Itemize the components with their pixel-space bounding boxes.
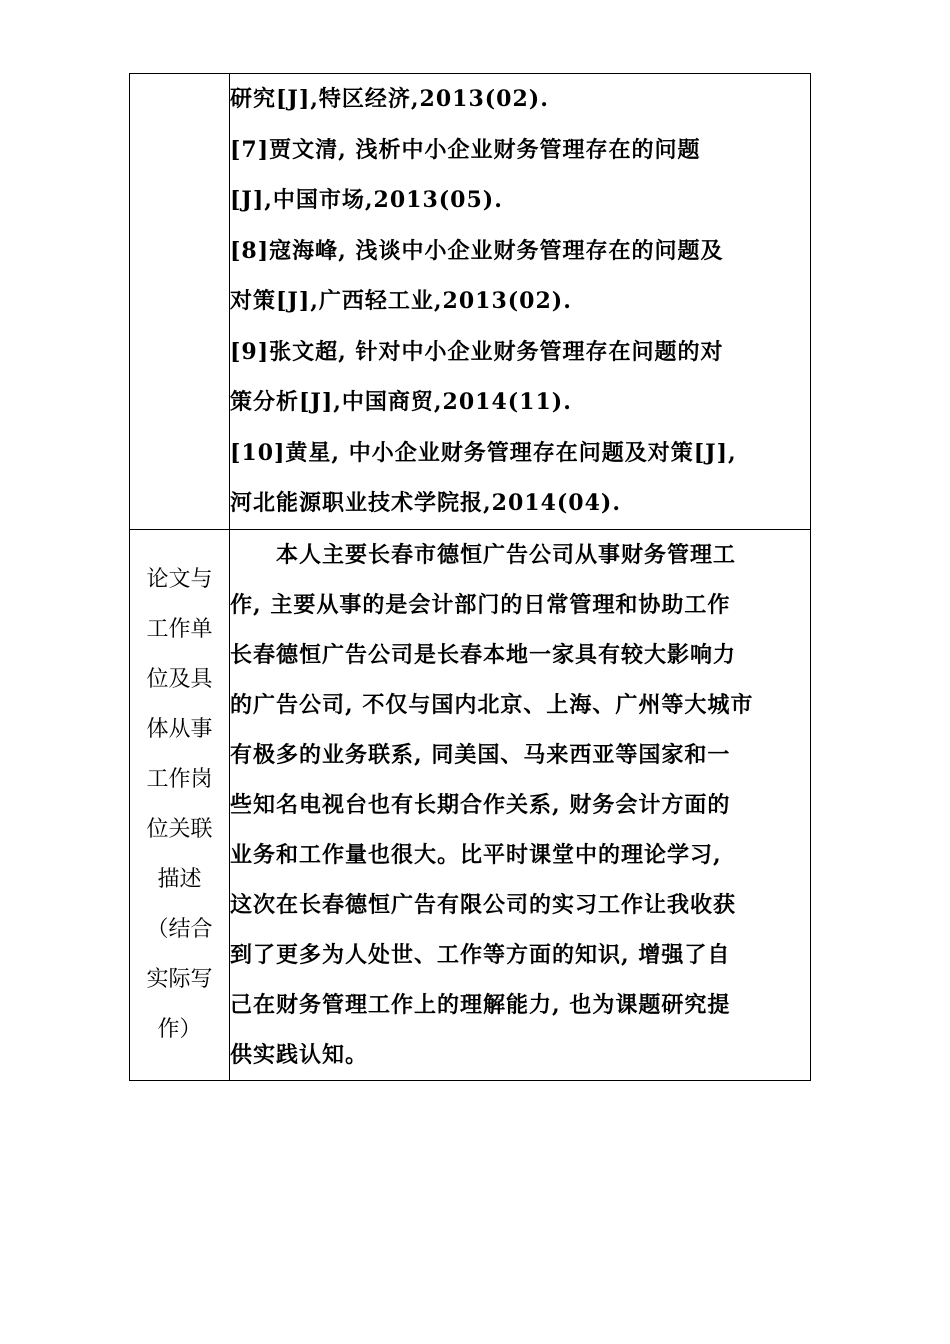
reference-line: 研究[J],特区经济,2013(02).: [230, 86, 549, 112]
paragraph-line: 本人主要长春市德恒广告公司从事财务管理工: [276, 541, 737, 568]
reference-line: 河北能源职业技术学院报,2014(04).: [230, 490, 621, 516]
relation-label-line: （结合: [146, 916, 213, 942]
relation-label-line: 位关联: [146, 816, 213, 842]
reference-line: [8]寇海峰, 浅谈中小企业财务管理存在的问题及: [230, 237, 724, 264]
paragraph-line: 长春德恒广告公司是长春本地一家具有较大影响力: [230, 641, 737, 668]
relation-paragraph: [230, 529, 811, 1080]
paragraph-line: 些知名电视台也有长期合作关系, 财务会计方面的: [230, 791, 731, 818]
reference-line: [J],中国市场,2013(05).: [230, 187, 503, 213]
relation-label-line: 作）: [157, 1016, 202, 1042]
reference-line: [9]张文超, 针对中小企业财务管理存在问题的对: [230, 338, 724, 365]
relation-label-line: 实际写: [146, 966, 213, 992]
paragraph-line: 作, 主要从事的是会计部门的日常管理和协助工作: [230, 591, 731, 618]
references-row: [130, 74, 811, 530]
reference-line: 策分析[J],中国商贸,2014(11).: [230, 389, 572, 415]
relation-label-line: 工作单: [146, 616, 213, 642]
references-label-cell: [130, 74, 230, 530]
relation-label: [130, 529, 230, 1080]
relation-label-line: 描述: [157, 866, 202, 892]
reference-line: [7]贾文清, 浅析中小企业财务管理存在的问题: [230, 136, 701, 163]
relation-label-line: 体从事: [146, 716, 213, 742]
references-list: [230, 74, 811, 530]
paragraph-line: 己在财务管理工作上的理解能力, 也为课题研究提: [230, 991, 731, 1018]
relation-label-line: 论文与: [146, 566, 213, 592]
paragraph-line: 供实践认知。: [230, 1041, 369, 1068]
document-table: [129, 73, 811, 1081]
paragraph-line: 到了更多为人处世、工作等方面的知识, 增强了自: [230, 941, 731, 968]
paragraph-line: 有极多的业务联系, 同美国、马来西亚等国家和一: [230, 741, 731, 768]
reference-line: 对策[J],广西轻工业,2013(02).: [230, 288, 572, 314]
reference-line: [10]黄星, 中小企业财务管理存在问题及对策[J],: [230, 439, 737, 466]
relation-label-line: 工作岗: [146, 766, 213, 792]
paragraph-line: 业务和工作量也很大。比平时课堂中的理论学习,: [230, 841, 722, 868]
relation-label-line: 位及具: [146, 666, 213, 692]
paragraph-line: 这次在长春德恒广告有限公司的实习工作让我收获: [230, 891, 737, 918]
paragraph-line: 的广告公司, 不仅与国内北京、上海、广州等大城市: [230, 691, 754, 718]
relation-row: [130, 529, 811, 1080]
